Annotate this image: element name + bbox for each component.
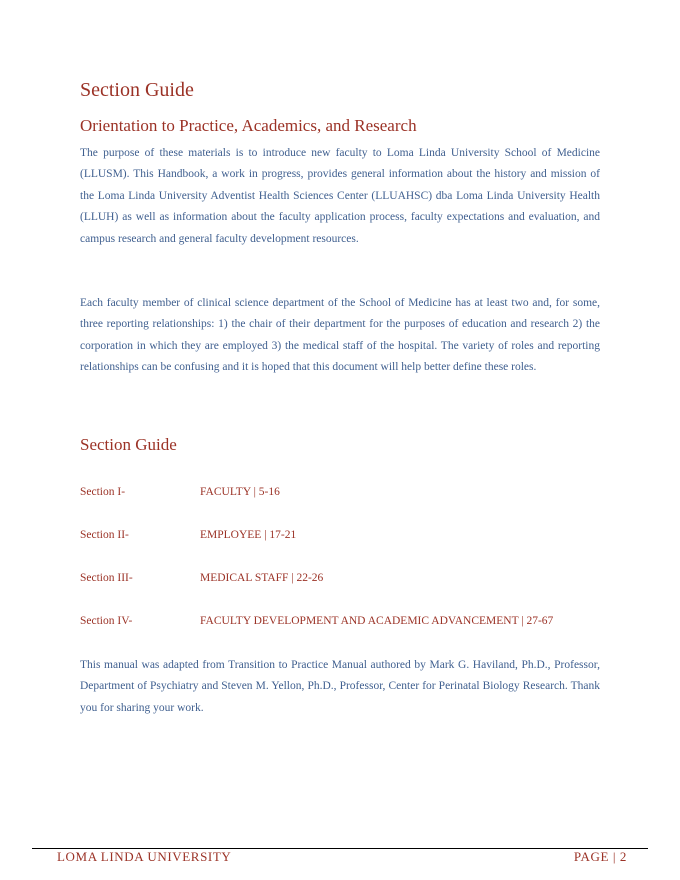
section-value: EMPLOYEE | 17-21 xyxy=(200,529,297,541)
section-guide-row xyxy=(80,572,600,588)
section-value: MEDICAL STAFF | 22-26 xyxy=(200,572,324,584)
section-value: FACULTY | 5-16 xyxy=(200,486,280,498)
section-guide-row xyxy=(80,529,600,545)
section-label: Section I- xyxy=(80,486,126,498)
intro-paragraph: The purpose of these materials is to introduce new faculty to Loma Linda University School of Medicine (LLUSM). This Handbook, a work in progress, provides general information about the history and mission of the Loma Linda University Adventist Health Sciences Center (LLUAHSC) dba Loma Linda University Health (LLUH) as well as information about the faculty application process, faculty expectations and evaluation, and campus research and general faculty development resources. xyxy=(80,147,600,245)
footer-institution: LOMA LINDA UNIVERSITY xyxy=(57,849,232,864)
section-value: FACULTY DEVELOPMENT AND ACADEMIC ADVANCEMENT | 27-67 xyxy=(200,615,554,627)
page-number: PAGE | 2 xyxy=(573,849,627,864)
section-guide-heading: Section Guide xyxy=(80,435,177,454)
section-guide-row xyxy=(80,615,600,631)
section-label: Section II- xyxy=(80,529,129,541)
section-label: Section IV- xyxy=(80,615,133,627)
page-title: Section Guide xyxy=(80,79,194,101)
section-guide-row xyxy=(80,486,600,502)
section-label: Section III- xyxy=(80,572,133,584)
page-subtitle: Orientation to Practice, Academics, and Research xyxy=(80,116,417,135)
credits-paragraph: This manual was adapted from Transition to Practice Manual authored by Mark G. Haviland, Ph.D., Professor, Department of Psychiatry and Steven M. Yellon, Ph.D., Professor, Center for Perinatal Biology Research. Thank you for sharing your work. xyxy=(80,659,600,714)
roles-paragraph: Each faculty member of clinical science department of the School of Medicine has at least two and, for some, three reporting relationships: 1) the chair of their department for the purposes of education and research 2) the corporation in which they are employed 3) the medical staff of the hospital. The variety of roles and reporting relationships can be confusing and it is hoped that this document will help better define these roles. xyxy=(80,297,600,374)
